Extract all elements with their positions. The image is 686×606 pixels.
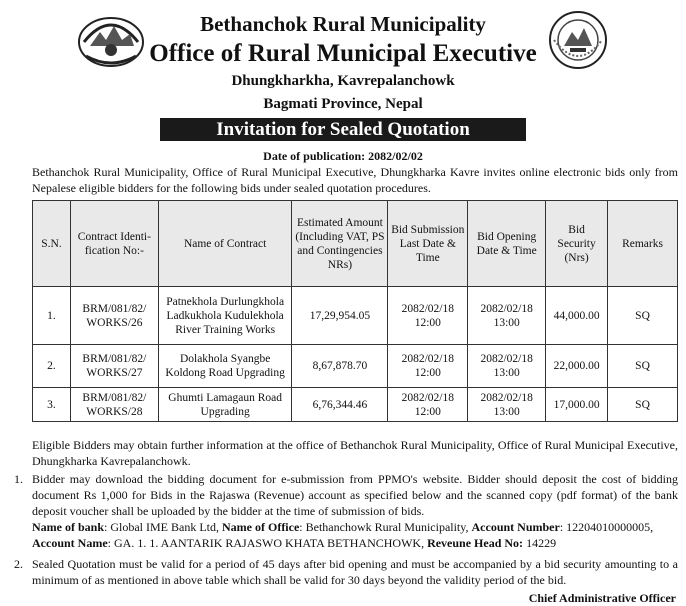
address-line-2: Bagmati Province, Nepal <box>263 96 423 112</box>
notice-title-banner: Invitation for Sealed Quotation <box>160 118 526 141</box>
cell-sn: 1. <box>33 287 71 345</box>
account-number-value: : 12204010000005, <box>559 520 654 534</box>
office-value: : Bethanchowk Rural Municipality, <box>299 520 472 534</box>
office-label: Name of Office <box>222 520 300 534</box>
cell-submission: 2082/02/18 12:00 <box>388 345 468 388</box>
org-name: Bethanchok Rural Municipality <box>200 12 486 36</box>
cell-submission: 2082/02/18 12:00 <box>388 388 468 422</box>
account-number-label: Account Number <box>471 520 560 534</box>
cell-name: Patnekhola Durlungkhola Ladkukhola Kudulekhola River Training Works <box>158 287 292 345</box>
cell-amount: 6,76,344.46 <box>292 388 388 422</box>
cell-remarks: SQ <box>608 345 678 388</box>
table-row <box>33 345 678 388</box>
cell-security: 22,000.00 <box>546 345 608 388</box>
cell-id: BRM/081/82/ WORKS/27 <box>70 345 158 388</box>
col-header: S.N. <box>33 201 71 287</box>
cell-sn: 3. <box>33 388 71 422</box>
col-header: Bid Submission Last Date & Time <box>388 201 468 287</box>
cell-remarks: SQ <box>608 388 678 422</box>
cell-opening: 2082/02/18 13:00 <box>468 287 546 345</box>
cell-remarks: SQ <box>608 287 678 345</box>
item-number: 2. <box>14 557 23 571</box>
col-header: Bid Opening Date & Time <box>468 201 546 287</box>
item-text: Sealed Quotation must be valid for a period of 45 days after bid opening and must be accompanied by a bid security amounting to a minimum of as mentioned in above table which shall be valid for 30 days beyond the validity period of the bid. <box>32 557 678 587</box>
cell-amount: 8,67,878.70 <box>292 345 388 388</box>
cell-name: Dolakhola Syangbe Koldong Road Upgrading <box>158 345 292 388</box>
account-name-value: : GA. 1. 1. AANTARIK RAJASWO KHATA BETHANCHOWK, <box>107 536 428 550</box>
col-header: Estimated Amount (Including VAT, PS and Contingencies NRs) <box>292 201 388 287</box>
instruction-item-1 <box>14 471 678 551</box>
bank-value: : Global IME Bank Ltd, <box>104 520 222 534</box>
instruction-item-2 <box>14 556 678 588</box>
cell-name: Ghumti Lamagaun Road Upgrading <box>158 388 292 422</box>
cell-submission: 2082/02/18 12:00 <box>388 287 468 345</box>
cell-id: BRM/081/82/ WORKS/28 <box>70 388 158 422</box>
account-name-label: Account Name <box>32 536 108 550</box>
col-header: Name of Contract <box>158 201 292 287</box>
bank-label: Name of bank <box>32 520 105 534</box>
cell-security: 44,000.00 <box>546 287 608 345</box>
publication-date: Date of publication: 2082/02/02 <box>263 149 423 163</box>
eligibility-note: Eligible Bidders may obtain further information at the office of Bethanchok Rural Municipality, Office of Rural Municipal Executive, Dhungkharka Kavrepalanchowk. <box>32 438 678 468</box>
cell-security: 17,000.00 <box>546 388 608 422</box>
col-header: Remarks <box>608 201 678 287</box>
cell-amount: 17,29,954.05 <box>292 287 388 345</box>
table-row <box>33 388 678 422</box>
revenue-head-value: 14229 <box>523 536 557 550</box>
table-header-row <box>33 201 678 287</box>
col-header: Contract Identi-fication No:- <box>70 201 158 287</box>
item-number: 1. <box>14 472 23 486</box>
signature-title: Chief Administrative Officer <box>528 591 676 605</box>
table-row <box>33 287 678 345</box>
cell-id: BRM/081/82/ WORKS/26 <box>70 287 158 345</box>
col-header: Bid Security (Nrs) <box>546 201 608 287</box>
item-text: Bidder may download the bidding document for e-submission from PPMO's website. Bidder should deposit the cost of bidding document Rs 1,000 for Bids in the Rajaswa (Revenue) account as specified below and the scanned copy (pdf format) of the bank deposit voucher shall be uploaded by the bidder at the time of submission of bids. <box>32 472 678 518</box>
bid-table <box>32 200 678 422</box>
cell-opening: 2082/02/18 13:00 <box>468 345 546 388</box>
address-line-1: Dhungkharkha, Kavrepalanchowk <box>231 73 455 89</box>
office-name: Office of Rural Municipal Executive <box>149 40 537 67</box>
revenue-head-label: Reveune Head No: <box>427 536 524 550</box>
cell-sn: 2. <box>33 345 71 388</box>
intro-paragraph: Bethanchok Rural Municipality, Office of Rural Municipal Executive, Dhungkharka Kavre invites online electronic bids only from Nepalese eligible bidders for the following bids under sealed quotation procedures. <box>32 165 678 195</box>
cell-opening: 2082/02/18 13:00 <box>468 388 546 422</box>
